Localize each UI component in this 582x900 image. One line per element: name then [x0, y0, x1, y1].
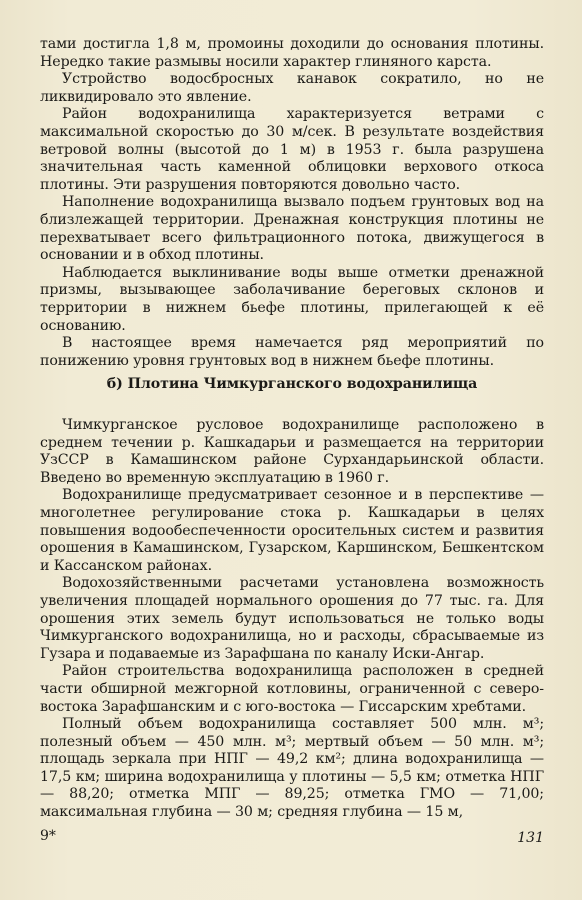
page-number: 131 [517, 830, 544, 846]
paragraph-groundwater: Наполнение водохранилища вызвало подъем грунтовых вод на близлежащей территории. Дренажная конструкция плотины не перехватывает всего фильтрационного потока, движущегося в основании и в обход плотины. [40, 194, 544, 264]
paragraph-wind: Район водохранилища характеризуется ветрами с максимальной скоростью до 30 м/сек. В результате воздействия ветровой волны (высотой до 1 м) в 1953 г. была разрушена значительная часть каменной облицовки верхового откоса плотины. Эти разрушения повторяются довольно часто. [40, 106, 544, 193]
paragraph-drain-channels: Устройство водосбросных канавок сократило, но не ликвидировало это явление. [40, 71, 544, 105]
bottom-text-block [40, 417, 544, 822]
paragraph-continued: тами достигла 1,8 м, промоины доходили до основания плотины. Нередко такие размывы носили характер глиняного карста. [40, 36, 544, 70]
paragraph-measures: В настоящее время намечается ряд мероприятий по понижению уровня грунтовых вод в нижнем бьефе плотины. [40, 335, 544, 369]
paragraph-irrigation: Водохозяйственными расчетами установлена возможность увеличения площадей нормального орошения до 77 тыс. га. Для орошения этих земель будут использоваться не только воды Чимкурганского водохранилища, но и расходы, сбрасываемые из Гузара и подаваемые из Зарафшана по каналу Иски-Ангар. [40, 575, 544, 662]
paragraph-location: Чимкурганское русловое водохранилище расположено в среднем течении р. Кашкадарьи и размещается на территории УзССР в Камашинском районе Сурхандарьинской области. Введено во временную эксплуатацию в 1960 г. [40, 417, 544, 486]
paragraph-construction-area: Район строительства водохранилища расположен в средней части обширной межгорной котловины, ограниченной с северо-востока Зарафшанским и с юго-востока — Гиссарским хребтами. [40, 663, 544, 715]
paragraph-regulation: Водохранилище предусматривает сезонное и в перспективе — многолетнее регулирование стока р. Кашкадарьи в целях повышения водообеспеченности оросительных систем и развития орошения в Камашинском, Гузарском, Каршинском, Бешкентском и Кассанском районах. [40, 487, 544, 574]
top-text-block [40, 36, 544, 370]
paragraph-parameters: Полный объем водохранилища составляет 500 млн. м³; полезный объем — 450 млн. м³; мертвый объем — 50 млн. м³; площадь зеркала при НПГ — 49,2 км²; длина водохранилища — 17,5 км; ширина водохранилища у плотины — 5,5 км; отметка НПГ — 88,20; отметка МПГ — 89,25; отметка ГМО — 71,00; максимальная глубина — 30 м; средняя глубина — 15 м, [40, 716, 544, 821]
signature-mark: 9* [40, 828, 56, 844]
paragraph-seepage: Наблюдается выклинивание воды выше отметки дренажной призмы, вызывающее заболачивание береговых склонов и территории в нижнем бьефе плотины, прилегающей к её основанию. [40, 264, 544, 334]
section-heading: б) Плотина Чимкурганского водохранилища [106, 376, 478, 392]
